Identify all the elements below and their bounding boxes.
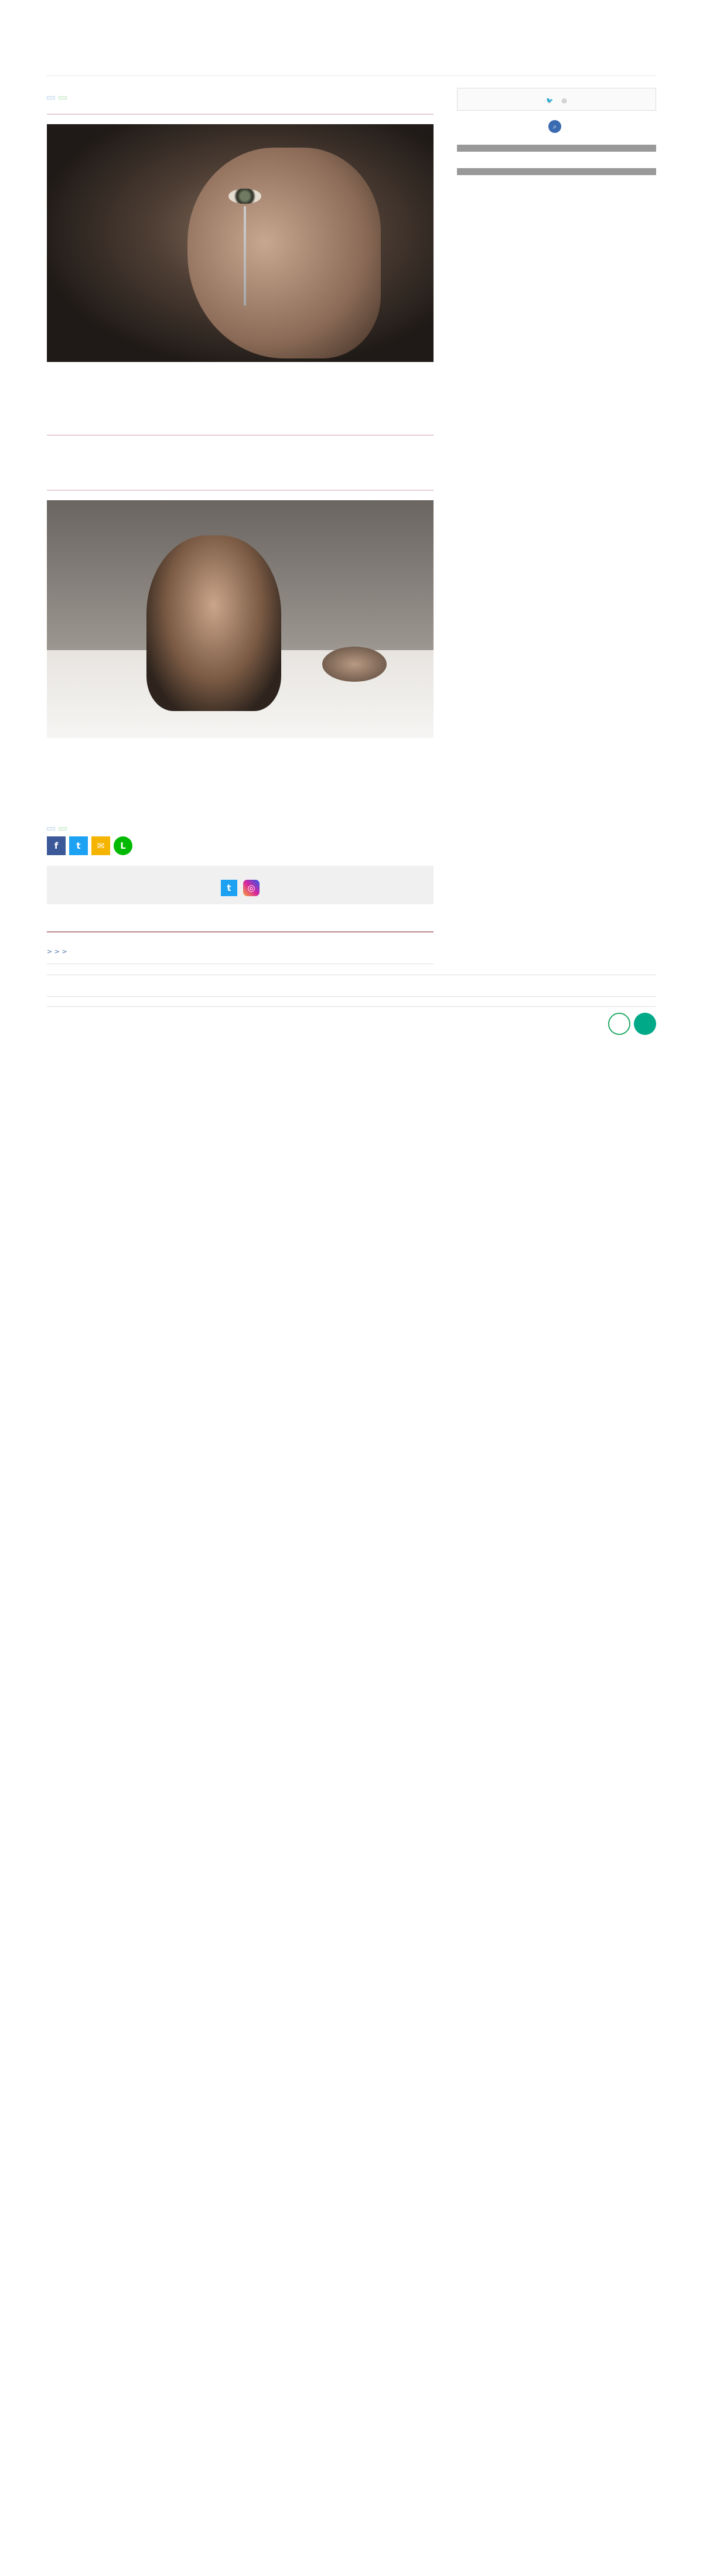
- site-logo[interactable]: [47, 0, 656, 42]
- section-body: [47, 445, 434, 473]
- sidebar: [457, 88, 656, 975]
- popular-tags-heading: [457, 145, 656, 152]
- official-sns-box: [47, 866, 434, 904]
- twitter-icon[interactable]: t: [69, 836, 88, 855]
- official-sns-icons: [47, 880, 434, 896]
- twitter-icon[interactable]: t: [221, 880, 237, 896]
- photo-man: [322, 647, 387, 682]
- certification-marks: [608, 1013, 656, 1035]
- footer-disclaimer: [47, 975, 656, 996]
- twitter-link[interactable]: 🐦: [546, 98, 554, 104]
- search-icon: ⌕: [548, 120, 561, 133]
- line-icon[interactable]: L: [114, 836, 132, 855]
- site-footer: [47, 975, 656, 1046]
- global-nav: [47, 42, 656, 76]
- tag-badge[interactable]: [59, 96, 67, 100]
- site-header: [47, 0, 656, 76]
- instagram-icon[interactable]: ◎: [243, 880, 260, 896]
- article-tags: [47, 96, 434, 100]
- tag-badge[interactable]: [59, 827, 67, 831]
- main-column: [47, 88, 434, 975]
- salon-search-link[interactable]: [457, 120, 656, 133]
- privacy-mark-icon: [608, 1013, 630, 1035]
- tag-badge[interactable]: [47, 96, 55, 100]
- certified-mark-icon: [634, 1013, 656, 1035]
- instagram-link[interactable]: ◎: [561, 98, 567, 104]
- photo-face: [187, 148, 381, 358]
- section-heading: [47, 486, 434, 491]
- follow-box: [457, 88, 656, 111]
- mail-icon[interactable]: ✉: [91, 836, 110, 855]
- tag-badge[interactable]: [47, 827, 55, 831]
- crying-woman-photo: [47, 124, 434, 362]
- section-body: [47, 752, 434, 808]
- article-footer-tags: [47, 827, 434, 831]
- breadcrumb: > > >: [47, 948, 434, 964]
- tag-index-heading: [457, 168, 656, 175]
- section-heading: [47, 110, 434, 115]
- share-buttons: [47, 836, 434, 855]
- photo-woman: [146, 535, 281, 711]
- section-body: [47, 376, 434, 418]
- photo-eye: [228, 189, 261, 204]
- section-heading: [47, 431, 434, 436]
- ranking-heading: [47, 928, 434, 932]
- content-columns: [47, 88, 656, 975]
- worried-woman-photo: [47, 500, 434, 738]
- facebook-icon[interactable]: f: [47, 836, 66, 855]
- footer-nav: [47, 996, 656, 1007]
- photo-tear: [244, 206, 246, 306]
- footer-links: [47, 1013, 656, 1046]
- follow-links: [463, 98, 650, 104]
- page: [47, 0, 656, 1046]
